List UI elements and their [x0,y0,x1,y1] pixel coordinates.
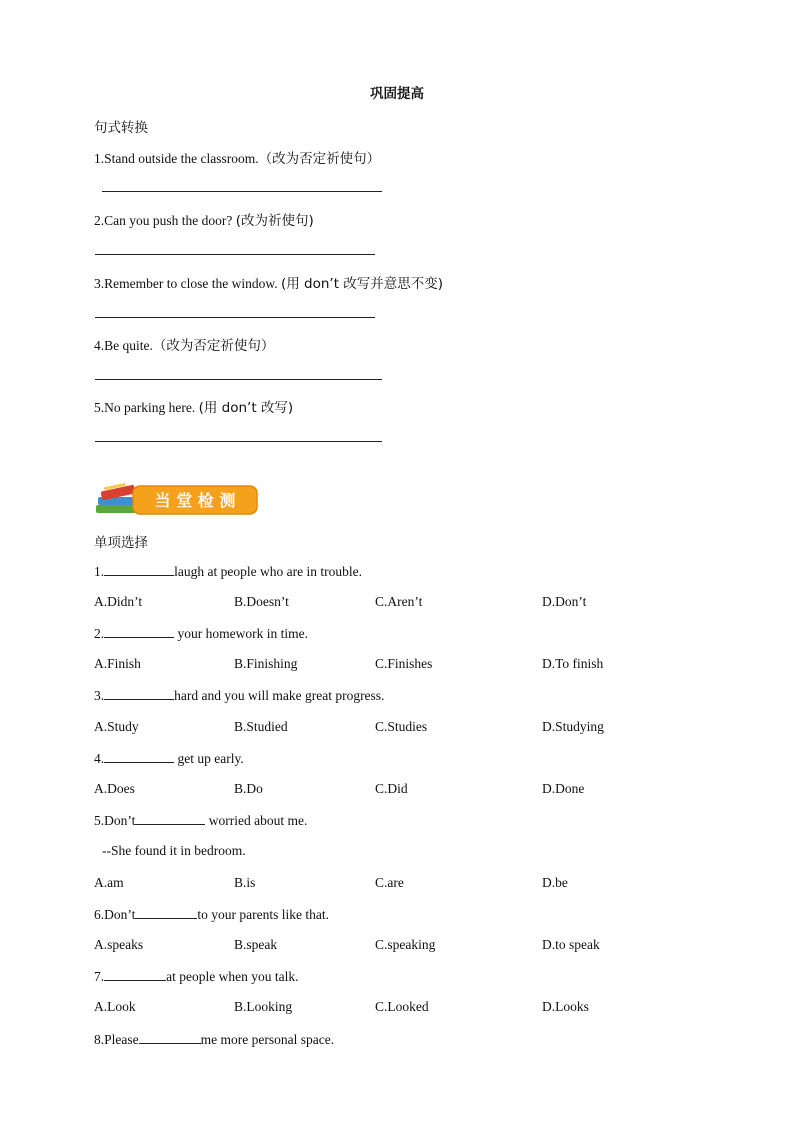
books-icon [96,483,136,513]
in-class-test-banner [95,481,259,519]
question-number: 8.Please [94,1032,139,1047]
question-text: laugh at people who are in trouble. [174,564,362,579]
question-text: worried about me. [205,813,308,828]
question-number: 4. [94,751,105,766]
question-number: 1. [94,564,105,579]
section-heading-transform: 句式转换 [94,120,148,136]
transform-question-1 [94,147,380,167]
option-b[interactable]: B.Doesn’t [234,594,289,609]
choice-question-8 [94,1031,334,1048]
answer-blank[interactable] [139,1031,201,1044]
question-instruction: (用 don’t 改写) [198,400,294,416]
choice-question-3 [94,687,384,704]
option-d[interactable]: D.be [542,875,568,890]
question-number: 7. [94,969,105,984]
question-text: 5.No parking here. [94,400,199,415]
question-text: 3.Remember to close the window. [94,276,281,291]
question-instruction: (用 don’t 改写并意思不变) [280,276,444,292]
option-c[interactable]: C.Did [375,781,408,796]
answer-line-3[interactable] [95,317,375,318]
option-a[interactable]: A.Look [94,999,136,1014]
question-instruction: （改为否定祈使句） [258,151,381,167]
option-a[interactable]: A.Finish [94,656,141,671]
section-heading-single-choice: 单项选择 [94,535,148,551]
question-text: get up early. [174,751,244,766]
choice-question-4 [94,750,244,767]
transform-question-3 [94,272,443,292]
choice-question-5 [94,812,307,829]
option-d[interactable]: D.Don’t [542,594,587,609]
option-a[interactable]: A.Didn’t [94,594,143,609]
question-text: hard and you will make great progress. [174,688,385,703]
option-d[interactable]: D.to speak [542,937,600,952]
answer-line-5[interactable] [95,441,382,442]
option-a[interactable]: A.am [94,875,124,890]
option-d[interactable]: D.Looks [542,999,589,1014]
page-title: 巩固提高 [370,86,424,102]
transform-question-4 [94,334,274,354]
option-b[interactable]: B.Studied [234,719,288,734]
choice-question-7 [94,968,298,985]
question-text: your homework in time. [174,626,308,641]
question-text: at people when you talk. [166,969,299,984]
option-c[interactable]: C.Looked [375,999,429,1014]
option-a[interactable]: A.Study [94,719,139,734]
option-d[interactable]: D.Studying [542,719,604,734]
transform-question-2 [94,209,314,229]
choice-question-6 [94,906,329,923]
option-b[interactable]: B.speak [234,937,278,952]
answer-line-2[interactable] [95,254,375,255]
answer-blank[interactable] [135,906,197,919]
option-b[interactable]: B.is [234,875,256,890]
question-5-response-line: --She found it in bedroom. [102,843,246,858]
option-a[interactable]: A.Does [94,781,135,796]
choice-question-1 [94,563,362,580]
question-number: 2. [94,626,105,641]
answer-blank[interactable] [104,687,174,700]
option-c[interactable]: C.Finishes [375,656,433,671]
question-text: to your parents like that. [197,907,329,922]
answer-blank[interactable] [104,968,166,981]
option-c[interactable]: C.speaking [375,937,436,952]
answer-line-4[interactable] [95,379,382,380]
question-number: 5.Don’t [94,813,136,828]
answer-blank[interactable] [135,812,205,825]
question-instruction: (改为祈使句) [235,213,314,229]
option-b[interactable]: B.Looking [234,999,293,1014]
banner-label: 当 堂 检 测 [154,491,236,510]
option-b[interactable]: B.Finishing [234,656,298,671]
question-number: 6.Don’t [94,907,136,922]
question-text: 2.Can you push the door? [94,213,236,228]
option-a[interactable]: A.speaks [94,937,144,952]
question-text: me more personal space. [200,1032,335,1047]
option-d[interactable]: D.To finish [542,656,604,671]
question-text: 1.Stand outside the classroom. [94,151,259,166]
answer-blank[interactable] [104,563,174,576]
option-d[interactable]: D.Done [542,781,585,796]
question-number: 3. [94,688,105,703]
question-text: 4.Be quite. [94,338,153,353]
answer-line-1[interactable] [102,191,382,192]
transform-question-5 [94,396,293,416]
answer-blank[interactable] [104,625,174,638]
answer-blank[interactable] [104,750,174,763]
option-b[interactable]: B.Do [234,781,263,796]
option-c[interactable]: C.Aren’t [375,594,423,609]
choice-question-2 [94,625,308,642]
question-instruction: （改为否定祈使句） [152,338,275,354]
option-c[interactable]: C.Studies [375,719,428,734]
option-c[interactable]: C.are [375,875,404,890]
